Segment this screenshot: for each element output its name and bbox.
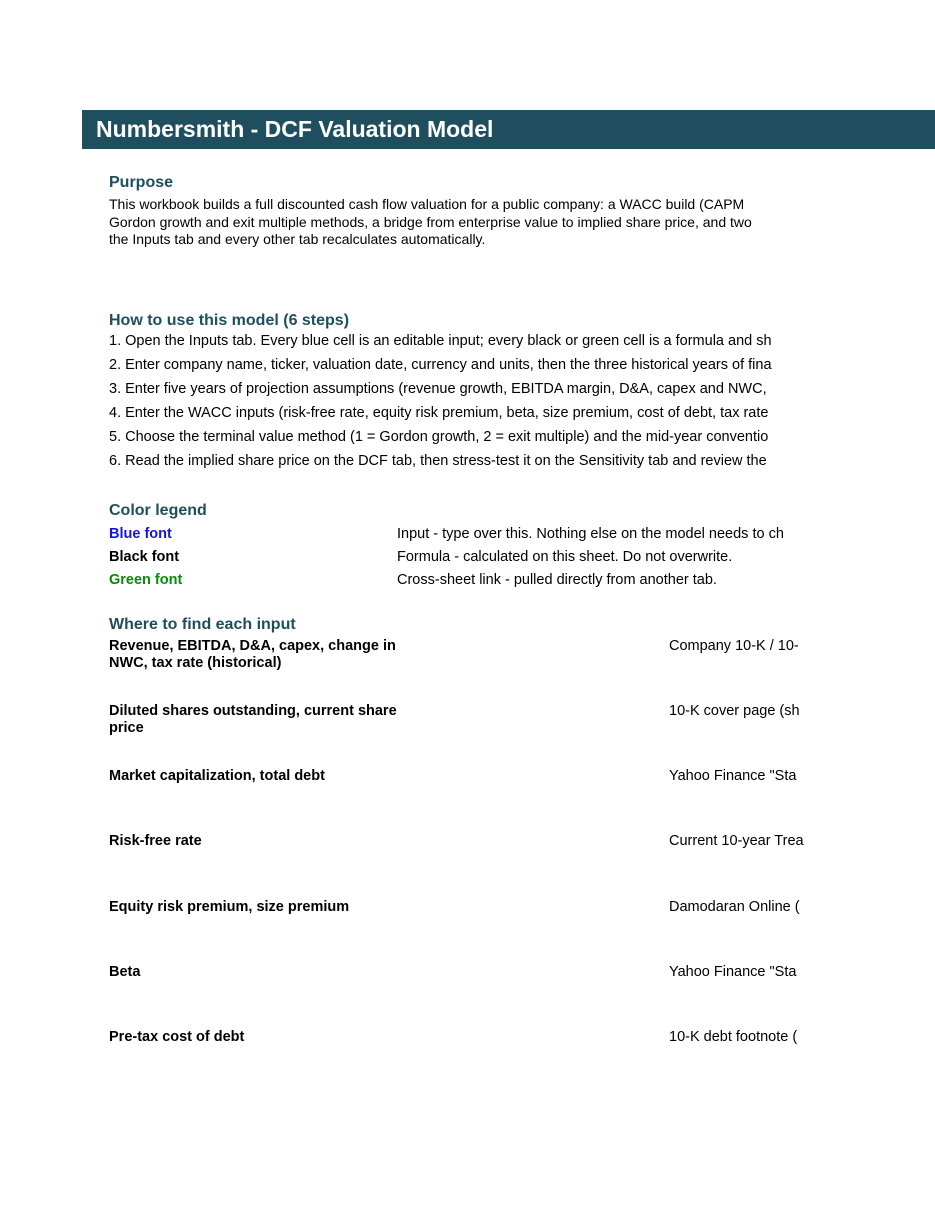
source-row-label: Beta xyxy=(109,964,141,980)
source-row-label: Revenue, EBITDA, D&A, capex, change in NWC, tax rate (historical) xyxy=(109,638,396,671)
legend-desc-black: Formula - calculated on this sheet. Do not overwrite. xyxy=(397,549,733,565)
legend-heading: Color legend xyxy=(109,502,207,519)
legend-desc-blue: Input - type over this. Nothing else on the model needs to ch xyxy=(397,526,784,542)
purpose-heading: Purpose xyxy=(109,174,174,191)
source-row-location: 10-K debt footnote ( xyxy=(669,1029,798,1045)
source-row-location: Current 10-year Trea xyxy=(669,833,804,849)
how-to-step: 5. Choose the terminal value method (1 = Gordon growth, 2 = exit multiple) and the mid-year conventio xyxy=(109,429,769,445)
how-to-step: 1. Open the Inputs tab. Every blue cell is an editable input; every black or green cell is a formula and sh xyxy=(109,333,772,349)
legend-key-green: Green font xyxy=(109,572,183,588)
how-to-step: 6. Read the implied share price on the DCF tab, then stress-test it on the Sensitivity tab and review the xyxy=(109,453,767,469)
legend-desc-green: Cross-sheet link - pulled directly from another tab. xyxy=(397,572,717,588)
purpose-line: Gordon growth and exit multiple methods, a bridge from enterprise value to implied share price, and two xyxy=(109,213,752,230)
sources-heading: Where to find each input xyxy=(109,616,296,633)
page-title: Numbersmith - DCF Valuation Model xyxy=(96,116,494,142)
source-row-label: Diluted shares outstanding, current share price xyxy=(109,703,397,736)
source-row-location: Yahoo Finance "Sta xyxy=(669,964,797,980)
purpose-line: This workbook builds a full discounted cash flow valuation for a public company: a WACC build (CAPM xyxy=(109,196,745,212)
source-row-label: Risk-free rate xyxy=(109,833,202,849)
how-to-step: 4. Enter the WACC inputs (risk-free rate, equity risk premium, beta, size premium, cost of debt, tax rate xyxy=(109,405,769,421)
source-row-location: 10-K cover page (sh xyxy=(669,703,800,719)
legend-key-blue: Blue font xyxy=(109,526,172,542)
source-row-location: Damodaran Online ( xyxy=(669,899,800,915)
how-to-step: 3. Enter five years of projection assumptions (revenue growth, EBITDA margin, D&A, capex and NWC, xyxy=(109,381,767,397)
source-row-label: Equity risk premium, size premium xyxy=(109,899,350,915)
legend-key-black: Black font xyxy=(109,549,180,565)
purpose-paragraph xyxy=(109,196,805,250)
source-row-location: Company 10-K / 10- xyxy=(669,638,799,654)
title-banner xyxy=(82,110,935,149)
source-row-label: Pre-tax cost of debt xyxy=(109,1029,245,1045)
how-to-step: 2. Enter company name, ticker, valuation date, currency and units, then the three historical years of fina xyxy=(109,357,772,373)
purpose-line: the Inputs tab and every other tab recalculates automatically. xyxy=(109,231,486,247)
how-to-heading: How to use this model (6 steps) xyxy=(109,312,350,329)
source-row-location: Yahoo Finance "Sta xyxy=(669,768,797,784)
source-row-label: Market capitalization, total debt xyxy=(109,768,325,784)
